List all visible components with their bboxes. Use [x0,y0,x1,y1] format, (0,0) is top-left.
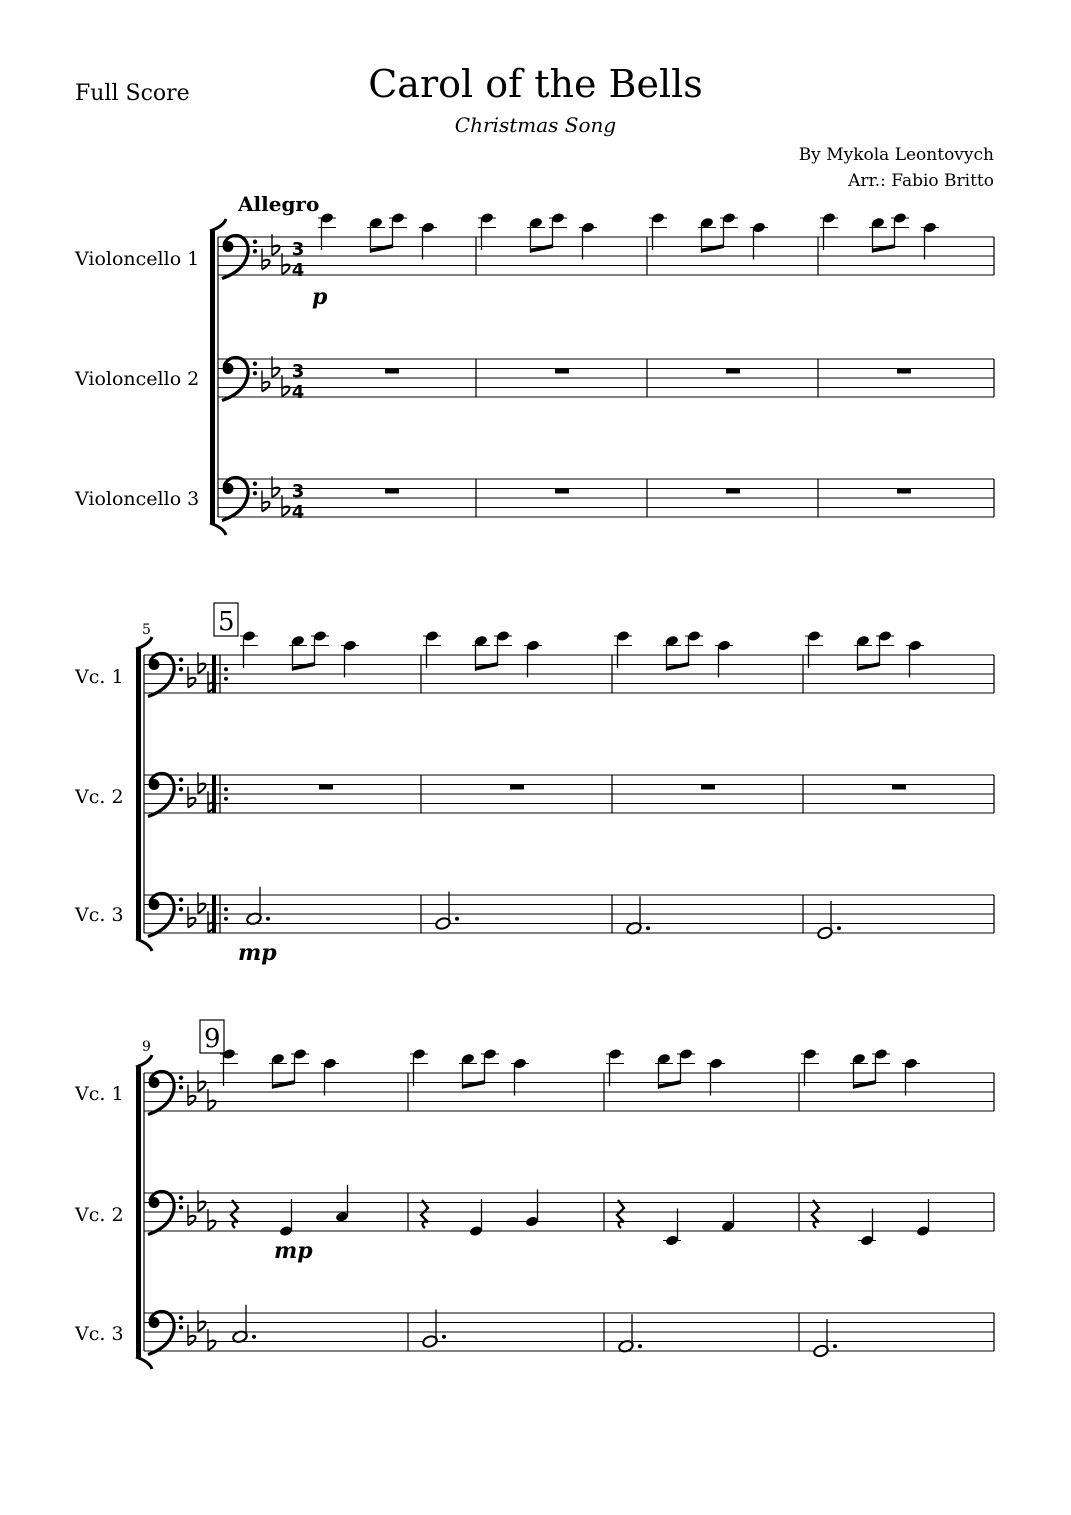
tempo-marking: Allegro [238,192,320,216]
bass-clef [179,1085,183,1089]
whole-rest [726,369,740,374]
beam [530,244,553,253]
whole-rest [385,369,399,374]
flat [262,260,270,270]
whole-rest [555,369,569,374]
quarter-rest [617,1200,624,1228]
measure-number: 9 [142,1039,151,1055]
whole-rest [892,785,906,790]
system-bracket [136,1067,141,1357]
bass-clef [253,482,257,486]
staff-name-vc3: Violoncello 3 [75,488,200,510]
time-signature-bottom: 4 [291,382,305,403]
quarter-rest [421,1200,428,1228]
repeat-dot [224,667,228,671]
staff-name-vc2: Vc. 2 [75,1204,124,1226]
bass-clef [222,235,248,278]
augmentation-dot [837,926,841,930]
whole-rest [319,785,333,790]
system-bracket [136,1055,152,1067]
time-signature-top: 3 [291,361,305,382]
bass-clef [253,249,257,253]
bass-clef [179,1316,183,1320]
system-bracket [136,637,152,649]
quarter-rest [231,1200,238,1228]
bass-clef [253,240,257,244]
system-bracket [210,219,226,231]
dynamic-marking: mp [238,940,277,966]
bass-clef [179,778,183,782]
flat [188,798,196,808]
whole-rest [726,489,740,494]
beam [857,662,880,671]
quarter-rest [812,1200,819,1228]
repeat-dot [224,917,228,921]
beam [658,1080,681,1089]
measure-number: 5 [142,622,151,638]
time-signature-bottom: 4 [291,260,305,281]
score-title: Carol of the Bells [368,62,703,106]
staff-name-vc3: Vc. 3 [75,1323,124,1345]
bass-clef [253,362,257,366]
full-score-label: Full Score [75,81,190,106]
rehearsal-mark: 9 [204,1024,221,1054]
beam [370,244,393,253]
bass-clef [222,477,248,520]
bass-clef [179,658,183,662]
flat [188,1096,196,1106]
augmentation-dot [266,917,270,921]
bass-clef [148,1311,174,1354]
whole-rest [510,785,524,790]
bass-clef [148,653,174,696]
flat [188,1336,196,1346]
bass-clef [253,491,257,495]
repeat-dot [224,907,228,911]
music-engraving [136,212,994,1369]
bass-clef [179,907,183,911]
composer-credit: By Mykola Leontovych [798,145,994,165]
rehearsal-mark: 5 [218,607,235,637]
staff-name-vc3: Vc. 3 [75,904,124,926]
whole-rest [701,785,715,790]
bass-clef [179,787,183,791]
beam [462,1080,485,1089]
bass-clef [179,1196,183,1200]
arranger-credit: Arr.: Fabio Britto [848,171,994,191]
repeat-dot [224,677,228,681]
beam [666,662,689,671]
beam [853,1080,876,1089]
flat [188,918,196,928]
bass-clef [179,1205,183,1209]
flat [188,1216,196,1226]
staff-name-vc1: Vc. 1 [75,1083,124,1105]
staff-name-vc1: Violoncello 1 [75,248,200,270]
augmentation-dot [833,1344,837,1348]
bass-clef [179,1076,183,1080]
bass-clef [148,893,174,936]
beam [475,662,498,671]
time-signature-top: 3 [291,239,305,260]
beam [701,244,724,253]
system-bracket [210,231,215,523]
bass-clef [148,773,174,816]
time-signature-bottom: 4 [291,502,305,523]
beam [292,662,315,671]
augmentation-dot [442,1335,446,1339]
augmentation-dot [252,1335,256,1339]
whole-rest [555,489,569,494]
beam [272,1080,295,1089]
repeat-dot [224,797,228,801]
system-bracket [136,1357,152,1369]
augmentation-dot [638,1344,642,1348]
bass-clef [179,1325,183,1329]
time-signature-top: 3 [291,481,305,502]
flat [262,502,270,512]
flat [262,382,270,392]
repeat-dot [224,787,228,791]
bass-clef [179,898,183,902]
whole-rest [897,369,911,374]
score-subtitle: Christmas Song [454,113,617,137]
beam [872,244,895,253]
bass-clef [179,667,183,671]
dynamic-marking: mp [274,1238,313,1264]
bass-clef [222,357,248,400]
augmentation-dot [646,926,650,930]
staff-name-vc2: Vc. 2 [75,786,124,808]
flat [188,678,196,688]
whole-rest [385,489,399,494]
system-bracket [136,649,141,939]
dynamic-marking: p [312,284,328,310]
staff-name-vc2: Violoncello 2 [75,368,200,390]
whole-rest [897,489,911,494]
system-bracket [210,523,226,535]
system-bracket [136,939,152,951]
bass-clef [253,371,257,375]
bass-clef [148,1191,174,1234]
staff-name-vc1: Vc. 1 [75,666,124,688]
augmentation-dot [455,917,459,921]
bass-clef [148,1071,174,1114]
